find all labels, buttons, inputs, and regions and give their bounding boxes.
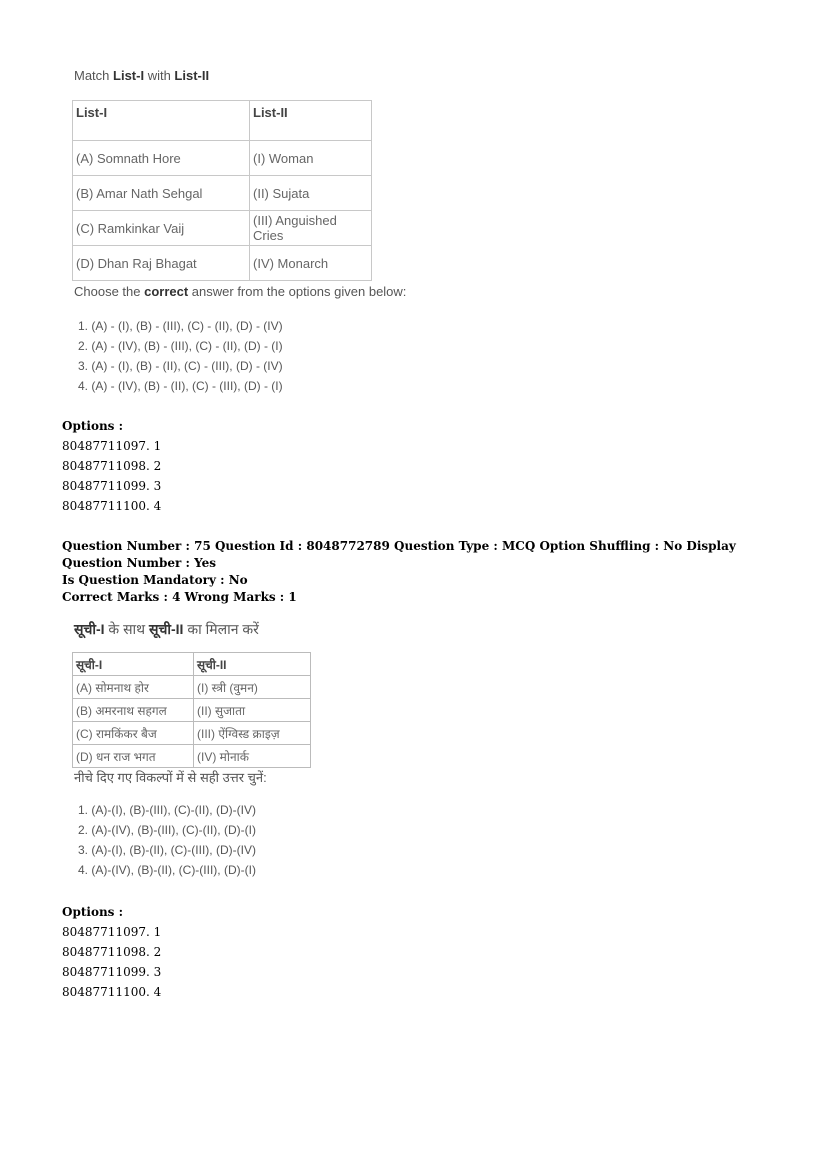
question-mandatory: Is Question Mandatory : No xyxy=(62,573,248,587)
table-cell: (II) सुजाता xyxy=(194,699,311,722)
hindi-choose-instruction: नीचे दिए गए विकल्पों में से सही उत्तर चुनें: xyxy=(74,770,267,785)
table-row xyxy=(73,141,372,176)
answer-option: 2. (A) - (IV), (B) - (III), (C) - (II), (D) - (I) xyxy=(78,339,283,353)
header-list2: सूची-II xyxy=(194,653,311,676)
table-header-row xyxy=(73,653,311,676)
table-row xyxy=(73,176,372,211)
table-cell: (D) धन राज भगत xyxy=(73,745,194,768)
answer-option: 4. (A)-(IV), (B)-(II), (C)-(III), (D)-(I) xyxy=(78,863,256,877)
table-cell: (II) Sujata xyxy=(250,176,372,211)
hindi-intro-suffix: का मिलान करें xyxy=(183,621,259,637)
option-id: 80487711099. 3 xyxy=(62,479,162,493)
option-id: 80487711100. 4 xyxy=(62,499,162,513)
table-cell: (III) ऐंग्विस्ड क्राइज़ xyxy=(194,722,311,745)
hindi-answer-options-list xyxy=(78,800,256,880)
intro-prefix: Match xyxy=(74,68,114,83)
hindi-intro-list1: सूची-I xyxy=(74,621,105,637)
hindi-intro-list2: सूची-II xyxy=(149,621,184,637)
table-row xyxy=(73,722,311,745)
choose-suffix: answer from the options given below: xyxy=(188,284,407,299)
answer-option: 1. (A) - (I), (B) - (III), (C) - (II), (D) - (IV) xyxy=(78,319,283,333)
table-cell: (IV) मोनार्क xyxy=(194,745,311,768)
match-table xyxy=(72,100,372,281)
choose-bold: correct xyxy=(144,284,189,299)
answer-options-list xyxy=(78,316,283,396)
option-id: 80487711098. 2 xyxy=(62,459,162,473)
table-cell: (IV) Monarch xyxy=(250,246,372,281)
choose-prefix: Choose the xyxy=(74,284,145,299)
header-list2: List-II xyxy=(250,101,372,141)
answer-option: 4. (A) - (IV), (B) - (II), (C) - (III), (D) - (I) xyxy=(78,379,283,393)
intro-list2: List-II xyxy=(174,68,210,83)
choose-instruction xyxy=(74,284,406,299)
hindi-match-table xyxy=(72,652,311,768)
table-row xyxy=(73,699,311,722)
options-block xyxy=(62,902,161,1002)
table-row xyxy=(73,211,372,246)
table-cell: (D) Dhan Raj Bhagat xyxy=(73,246,250,281)
table-cell: (B) Amar Nath Sehgal xyxy=(73,176,250,211)
table-row xyxy=(73,676,311,699)
table-cell: (I) स्त्री (वुमन) xyxy=(194,676,311,699)
question-marks: Correct Marks : 4 Wrong Marks : 1 xyxy=(62,590,297,604)
intro-list1: List-I xyxy=(113,68,145,83)
option-id: 80487711100. 4 xyxy=(62,985,162,999)
table-cell: (B) अमरनाथ सहगल xyxy=(73,699,194,722)
options-label: Options : xyxy=(62,419,124,433)
hindi-instruction xyxy=(74,620,259,639)
answer-option: 3. (A) - (I), (B) - (II), (C) - (III), (D) - (IV) xyxy=(78,359,283,373)
table-cell: (A) Somnath Hore xyxy=(73,141,250,176)
table-cell: (III) Anguished Cries xyxy=(250,211,372,246)
option-id: 80487711097. 1 xyxy=(62,439,162,453)
table-cell: (A) सोमनाथ होर xyxy=(73,676,194,699)
question-meta-line: Question Number : 75 Question Id : 8048772789 Question Type : MCQ Option Shuffling : No Display Question Number : Yes xyxy=(62,539,736,570)
answer-option: 1. (A)-(I), (B)-(III), (C)-(II), (D)-(IV) xyxy=(78,803,256,817)
table-cell: (I) Woman xyxy=(250,141,372,176)
answer-option: 2. (A)-(IV), (B)-(III), (C)-(II), (D)-(I) xyxy=(78,823,256,837)
table-cell: (C) Ramkinkar Vaij xyxy=(73,211,250,246)
hindi-intro-mid: के साथ xyxy=(104,621,150,637)
table-row xyxy=(73,745,311,768)
intro-mid: with xyxy=(144,68,175,83)
options-block xyxy=(62,416,161,516)
options-label: Options : xyxy=(62,905,124,919)
table-cell: (C) रामकिंकर बैज xyxy=(73,722,194,745)
table-row xyxy=(73,246,372,281)
header-list1: List-I xyxy=(73,101,250,141)
option-id: 80487711098. 2 xyxy=(62,945,162,959)
question-metadata xyxy=(62,538,782,606)
option-id: 80487711097. 1 xyxy=(62,925,162,939)
question-instruction xyxy=(74,68,209,83)
answer-option: 3. (A)-(I), (B)-(II), (C)-(III), (D)-(IV) xyxy=(78,843,256,857)
header-list1: सूची-I xyxy=(73,653,194,676)
option-id: 80487711099. 3 xyxy=(62,965,162,979)
table-header-row xyxy=(73,101,372,141)
